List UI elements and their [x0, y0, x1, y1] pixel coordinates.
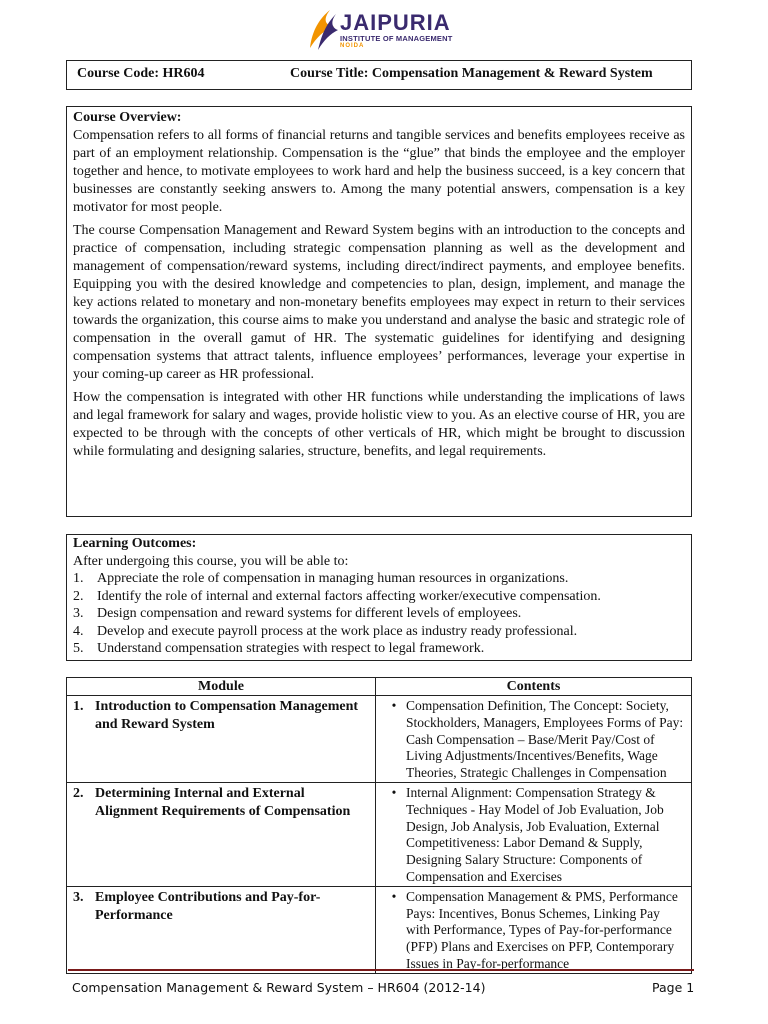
footer-course-label: Compensation Management & Reward System – HR604 (2012-14) — [72, 980, 486, 995]
bullet-icon: • — [391, 698, 397, 713]
table-header-row — [67, 678, 692, 696]
outcome-number: 5. — [73, 641, 84, 656]
outcome-item — [73, 570, 685, 588]
outcome-text: Understand compensation strategies with respect to legal framework. — [97, 641, 485, 656]
contents-cell — [376, 782, 692, 886]
outcome-item — [73, 640, 685, 658]
outcome-number: 2. — [73, 588, 84, 604]
module-number: 3. — [73, 889, 84, 905]
module-number: 2. — [73, 785, 84, 801]
module-contents: Internal Alignment: Compensation Strategy & Techniques - Hay Model of Job Evaluation, Job Design, Job Analysis, Job Evaluation, External Competitiveness: Labor Demand & Supply, Designing Salary Structure: Components of Compensation and Exercises — [406, 784, 664, 884]
outcomes-intro: After undergoing this course, you will be able to: — [73, 553, 349, 569]
outcome-text: Appreciate the role of compensation in managing human resources in organizations. — [97, 571, 569, 586]
module-column-header: Module — [67, 678, 376, 696]
course-overview-box — [66, 106, 692, 517]
overview-heading: Course Overview: — [73, 110, 182, 125]
contents-cell — [376, 886, 692, 973]
modules-table — [66, 677, 692, 974]
outcome-number: 3. — [73, 606, 84, 621]
logo-swoosh-icon — [300, 8, 340, 52]
table-row — [67, 782, 692, 886]
institute-logo — [300, 8, 460, 52]
module-cell — [67, 782, 376, 886]
outcomes-list — [73, 570, 685, 658]
logo-name: JAIPURIA — [340, 10, 451, 35]
module-title: Determining Internal and External Alignment Requirements of Compensation — [95, 785, 351, 819]
module-contents: Compensation Management & PMS, Performance Pays: Incentives, Bonus Schemes, Linking Pay with Performance, Types of Pay-for-performance (PFP) Plans and Exercises on PFP, Contemporary Issues in Pay-for-performance — [406, 888, 678, 971]
footer-divider — [68, 969, 694, 971]
overview-paragraph: The course Compensation Management and Reward System begins with an introduction to the concepts and practice of compensation, including strategic compensation planning as well as the development and management of compensation/reward systems, including direct/indirect payments, and employee benefits. Equipping you with the desired knowledge and competencies to plan, design, implement, and manage the key actions related to monetary and non-monetary benefits employees may expect in return to their services towards the organization, this course aims to make you understand and analyse the basic and strategic role of compensation in the overall gamut of HR. The systematic guidelines for identifying and designing compensation systems that attract talents, influence employees’ performances, leverage your expertise in your coming-up career as HR professional. — [73, 223, 685, 382]
outcome-item — [73, 588, 685, 606]
module-cell — [67, 886, 376, 973]
course-title: Course Title: Compensation Management & Reward System — [290, 66, 653, 81]
logo-subtitle: INSTITUTE OF MANAGEMENT — [340, 34, 453, 43]
overview-paragraph: How the compensation is integrated with other HR functions while understanding the implications of laws and legal framework for salary and wages, provide holistic view to you. As an elective course of HR, you are expected to be through with the concepts of other verticals of HR, which might be brought to discussion while formulating and designing salaries, structure, benefits, and legal requirements. — [73, 390, 685, 459]
table-row — [67, 696, 692, 783]
learning-outcomes-box — [66, 534, 692, 661]
outcome-text: Identify the role of internal and external factors affecting worker/executive compensation. — [97, 588, 601, 604]
module-contents: Compensation Definition, The Concept: Society, Stockholders, Managers, Employees Forms of Pay: Cash Compensation – Base/Merit Pay/Cost of Living Adjustments/Incentives/Benefits, Wage Theories, Strategic Challenges in Compensation — [406, 698, 684, 781]
outcome-number: 4. — [73, 623, 84, 639]
outcomes-heading: Learning Outcomes: — [73, 536, 197, 551]
module-title: Employee Contributions and Pay-for-Performance — [95, 889, 321, 923]
module-number: 1. — [73, 699, 84, 714]
contents-cell — [376, 696, 692, 783]
module-title: Introduction to Compensation Management and Reward System — [95, 699, 359, 732]
contents-column-header: Contents — [376, 678, 692, 696]
outcome-item — [73, 623, 685, 641]
outcome-text: Develop and execute payroll process at the work place as industry ready professional. — [97, 623, 578, 639]
outcome-text: Design compensation and reward systems for different levels of employees. — [97, 606, 522, 621]
logo-city: NOIDA — [340, 43, 365, 49]
overview-paragraph: Compensation refers to all forms of financial returns and tangible services and benefits employees receive as part of an employment relationship. Compensation is the “glue” that binds the employee and the employer together and hence, to motivate employees to work hard and help the business succeed, is a key concern that businesses are constantly seeking answers to. Among the many potential answers, compensation is a key motivator for most people. — [73, 128, 685, 215]
course-header-box — [66, 60, 692, 90]
table-row — [67, 886, 692, 973]
course-code: Course Code: HR604 — [77, 66, 205, 81]
bullet-icon: • — [391, 888, 397, 904]
module-cell — [67, 696, 376, 783]
page-number: Page 1 — [652, 980, 695, 995]
outcome-item — [73, 605, 685, 623]
outcome-number: 1. — [73, 571, 84, 586]
bullet-icon: • — [391, 784, 397, 800]
